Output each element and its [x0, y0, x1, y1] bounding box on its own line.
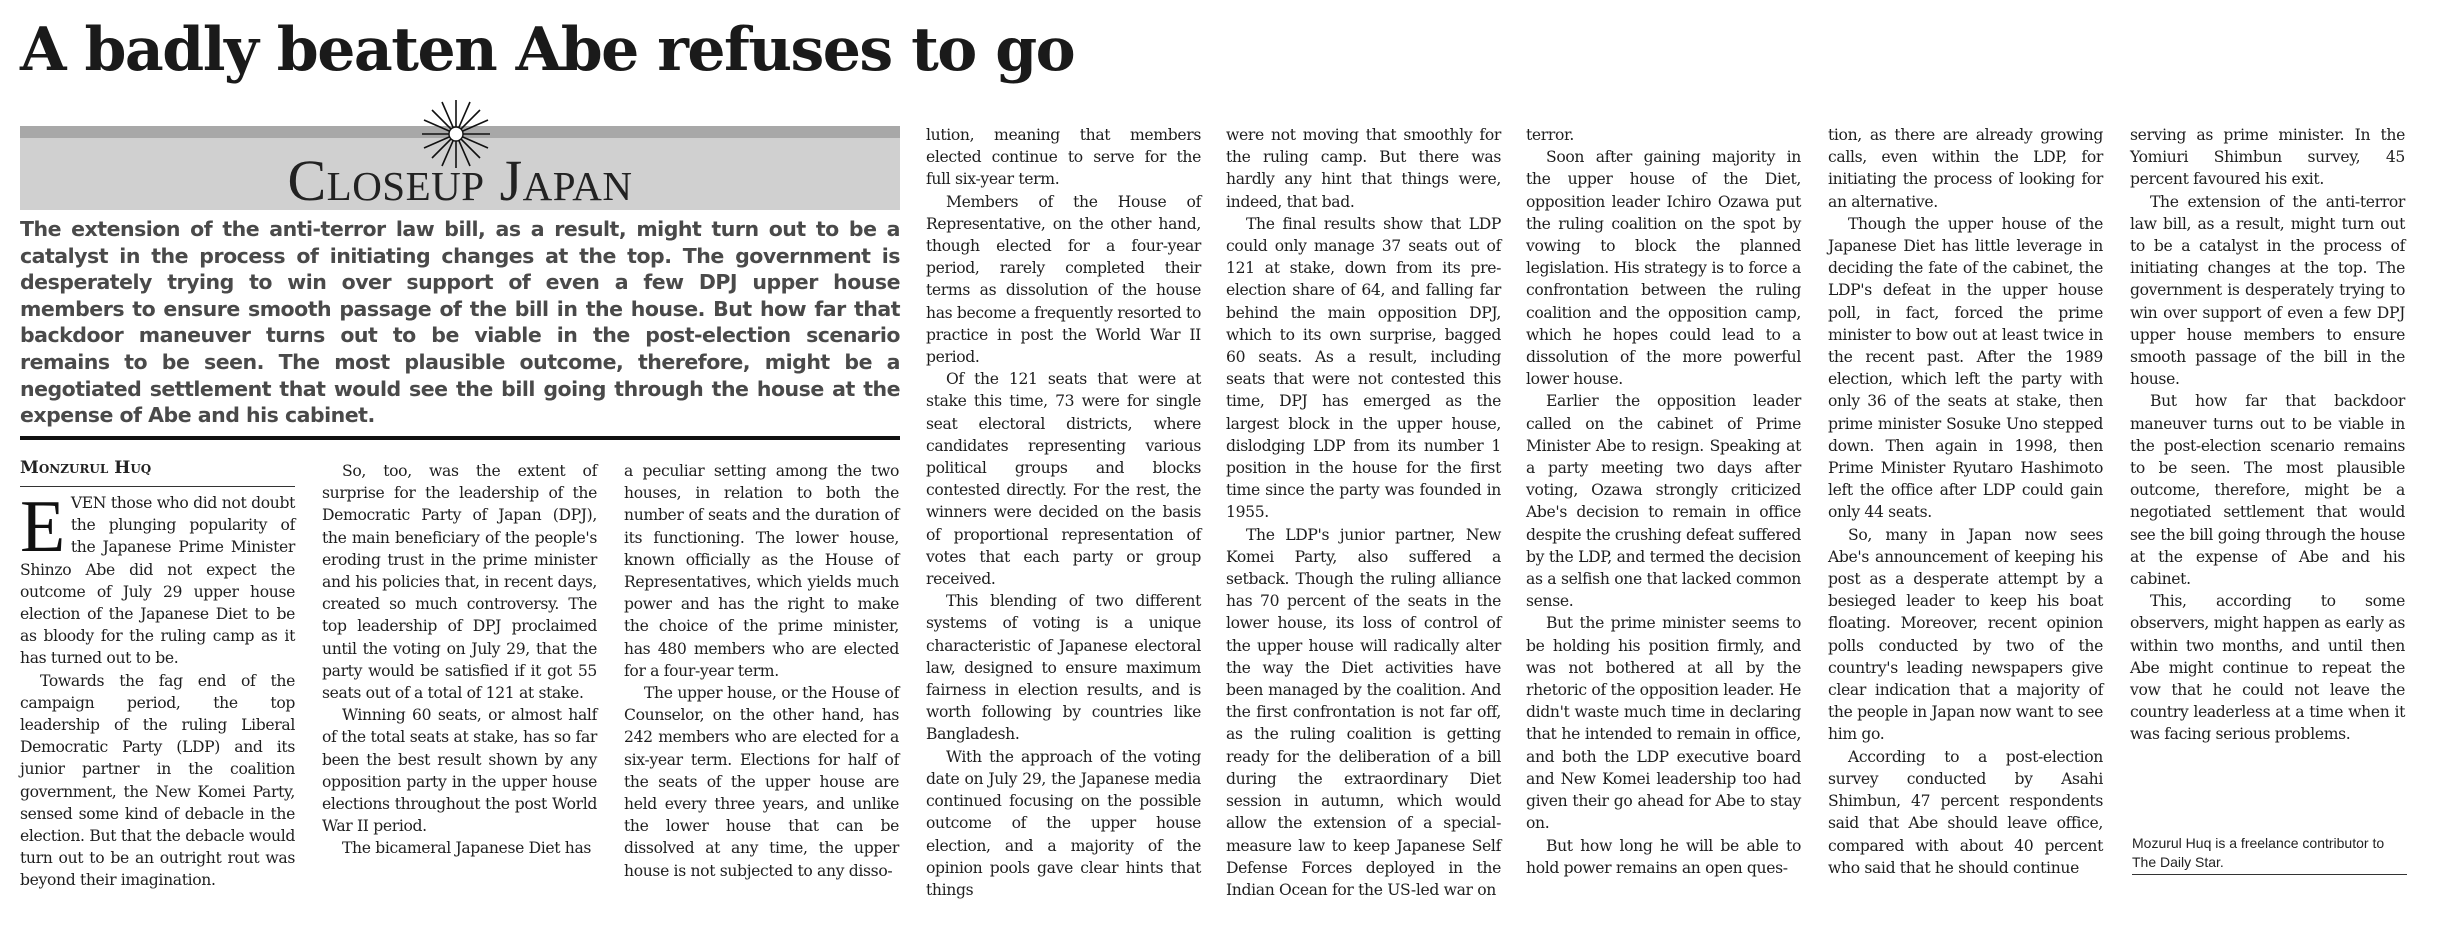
- column-2: [322, 460, 597, 860]
- paragraph: Soon after gaining majority in the upper house of the Diet, opposition leader Ichiro Ozawa put the ruling coalition on the spot by vowing to block the planned legislation. His strategy is to force a confrontation between the ruling coalition and the opposition camp, which he hopes could lead to a dissolution of the more powerful lower house.: [1526, 148, 1801, 389]
- paragraph: But how far that backdoor maneuver turns out to be viable in the post-election scenario remains to be seen. The most plausible outcome, therefore, might be a negotiated settlement that would see the bill going through the house at the expense of Abe and his cabinet.: [2130, 392, 2405, 589]
- paragraph: tion, as there are already growing calls, even within the LDP, for initiating the process of looking for an alternative.: [1828, 126, 2103, 211]
- paragraph: [20, 486, 295, 670]
- paragraph: a peculiar setting among the two houses, in relation to both the number of seats and the duration of its functioning. The lower house, known officially as the House of Representatives, which yields much power and has the right to make the choice of the prime minister, has 480 members who are elected for a four-year term.: [624, 462, 899, 680]
- paragraph: The bicameral Japanese Diet has: [342, 839, 592, 858]
- column-7: [1828, 124, 2103, 879]
- paragraph: Of the 121 seats that were at stake this time, 73 were for single seat electoral districts, where candidates representing various political groups and blocks contested directly. For the rest, the winners were decided on the basis of proportional representation of votes that each party or group received.: [926, 370, 1201, 589]
- column-8: [2130, 124, 2405, 746]
- paragraph: The extension of the anti-terror law bill, as a result, might turn out to be a catalyst in the process of initiating changes at the top. The government is desperately trying to win over support of even a few DPJ upper house members to ensure smooth passage of the bill in the house.: [2130, 192, 2405, 389]
- paragraph-text: those who did not doubt the plunging popularity of the Japanese Prime Minister Shinzo Abe did not expect the outcome of July 29 upper house election of the Japanese Diet to be as bloody for the ruling camp as it has turned out to be.: [20, 494, 295, 668]
- paragraph: According to a post-election survey conducted by Asahi Shimbun, 47 percent respondents said that Abe should leave office, compared with about 40 percent who said that he should continue: [1828, 747, 2103, 877]
- paragraph: So, many in Japan now sees Abe's announcement of keeping his post as a desperate attempt by a besieged leader to keep his boat floating. Moreover, recent opinion polls conducted by two of the country's leading newspapers give clear indication that a majority of the people in Japan now want to see him go.: [1828, 525, 2103, 744]
- paragraph: The upper house, or the House of Counselor, on the other hand, has 242 members who are elected for a six-year term. Elections for half of the seats of the upper house are held every three years, and unlike the lower house that can be dissolved at any time, the upper house is not subjected to any disso-: [624, 684, 899, 880]
- paragraph: The LDP's junior partner, New Komei Party, also suffered a setback. Though the ruling alliance has 70 percent of the seats in the lower house, its loss of control of the upper house will radically alter the way the Diet activities have been managed by the coalition. And the first confrontation is not far off, as the ruling coalition is getting ready for the deliberation of a bill during the extraordinary Diet session in autumn, which would allow the extension of a special-measure law to keep Japanese Self Defense Forces deployed in the Indian Ocean for the US-led war on: [1226, 525, 1501, 899]
- paragraph: Earlier the opposition leader called on the cabinet of Prime Minister Abe to resign. Speaking at a party meeting two days after voting, Ozawa strongly criticized Abe's decision to remain in office despite the crushing defeat suffered by the LDP, and termed the decision as a selfish one that lacked common sense.: [1526, 392, 1801, 611]
- section-rule: [20, 436, 900, 440]
- starburst-icon: [420, 98, 492, 170]
- lead-word: VEN: [70, 494, 107, 512]
- section-banner-title: Closeup Japan: [287, 148, 633, 213]
- paragraph: But how long he will be able to hold power remains an open ques-: [1526, 836, 1801, 877]
- byline: Monzurul Huq: [20, 458, 295, 487]
- paragraph: terror.: [1526, 126, 1575, 144]
- column-4: [926, 124, 1201, 901]
- paragraph: The final results show that LDP could only manage 37 seats out of 121 at stake, down from its pre-election share of 64, and falling far behind the main opposition DPJ, which to its own surprise, bagged 60 seats. As a result, including seats that were not contested this time, DPJ has emerged as the largest block in the upper house, dislodging LDP from its number 1 position in the house for the first time since the party was founded in 1955.: [1226, 214, 1501, 522]
- paragraph: were not moving that smoothly for the ruling camp. But there was hardly any hint that things were, indeed, that bad.: [1226, 126, 1501, 211]
- paragraph: With the approach of the voting date on July 29, the Japanese media continued focusing on the possible outcome of the upper house election, and a majority of the opinion pools gave clear hints that things: [926, 747, 1201, 899]
- headline: A badly beaten Abe refuses to go: [20, 15, 1075, 85]
- deck-summary: The extension of the anti-terror law bill, as a result, might turn out to be a catalyst in the process of initiating changes at the top. The government is desperately trying to win over support of even a few DPJ upper house members to ensure smooth passage of the bill in the house. But how far that backdoor maneuver turns out to be viable in the post-election scenario remains to be seen. The most plausible outcome, therefore, might be a negotiated settlement that would see the bill going through the house at the expense of Abe and his cabinet.: [20, 217, 900, 428]
- column-1: [20, 486, 295, 892]
- paragraph: But the prime minister seems to be holding his position firmly, and was not bothered at all by the rhetoric of the opposition leader. He didn't waste much time in declaring that he intended to remain in office, and both the LDP executive board and New Komei leadership too had given their go ahead for Abe to stay on.: [1526, 614, 1801, 833]
- paragraph: Though the upper house of the Japanese Diet has little leverage in deciding the fate of the cabinet, the LDP's defeat in the upper house poll, in fact, forced the prime minister to bow out at least twice in the recent past. After the 1989 election, which left the party with only 36 of the seats at stake, then prime minister Sosuke Uno stepped down. Then again in 1998, then Prime Minister Ryutaro Hashimoto left the office after LDP could gain only 44 seats.: [1828, 214, 2103, 522]
- column-5: [1226, 124, 1501, 901]
- column-6: [1526, 124, 1801, 879]
- column-3: [624, 460, 899, 882]
- paragraph: So, too, was the extent of surprise for the leadership of the Democratic Party of Japan (DPJ), the main beneficiary of the people's eroding trust in the prime minister and his policies that, in recent days, created so much controversy. The top leadership of DPJ proclaimed until the voting on July 29, that the party would be satisfied if it got 55 seats out of a total of 121 at stake.: [322, 462, 597, 703]
- paragraph: This blending of two different systems of voting is a unique characteristic of Japanese electoral law, designed to ensure maximum fairness in election results, and is worth following by countries like Bangladesh.: [926, 592, 1201, 744]
- paragraph: This, according to some observers, might happen as early as within two months, and until then Abe might continue to repeat the vow that he could not leave the country leaderless at a time when it was facing serious problems.: [2130, 592, 2405, 744]
- paragraph: Winning 60 seats, or almost half of the total seats at stake, has so far been the best result shown by any opposition party in the upper house elections throughout the post World War II period.: [322, 706, 597, 836]
- paragraph: Towards the fag end of the campaign period, the top leadership of the ruling Liberal Democratic Party (LDP) and its junior partner in the coalition government, the New Komei Party, sensed some kind of debacle in the election. But that the debacle would turn out to be an outright rout was beyond their imagination.: [20, 671, 295, 890]
- drop-cap: E: [20, 486, 65, 568]
- paragraph: serving as prime minister. In the Yomiuri Shimbun survey, 45 percent favoured his exit.: [2130, 126, 2405, 189]
- paragraph: lution, meaning that members elected continue to serve for the full six-year term.: [926, 126, 1201, 189]
- author-footnote: Mozurul Huq is a freelance contributor to The Daily Star.: [2132, 834, 2407, 875]
- paragraph: Members of the House of Representative, on the other hand, though elected for a four-year period, rarely completed their terms as dissolution of the house has become a frequently resorted to practice in post the World War II period.: [926, 192, 1201, 367]
